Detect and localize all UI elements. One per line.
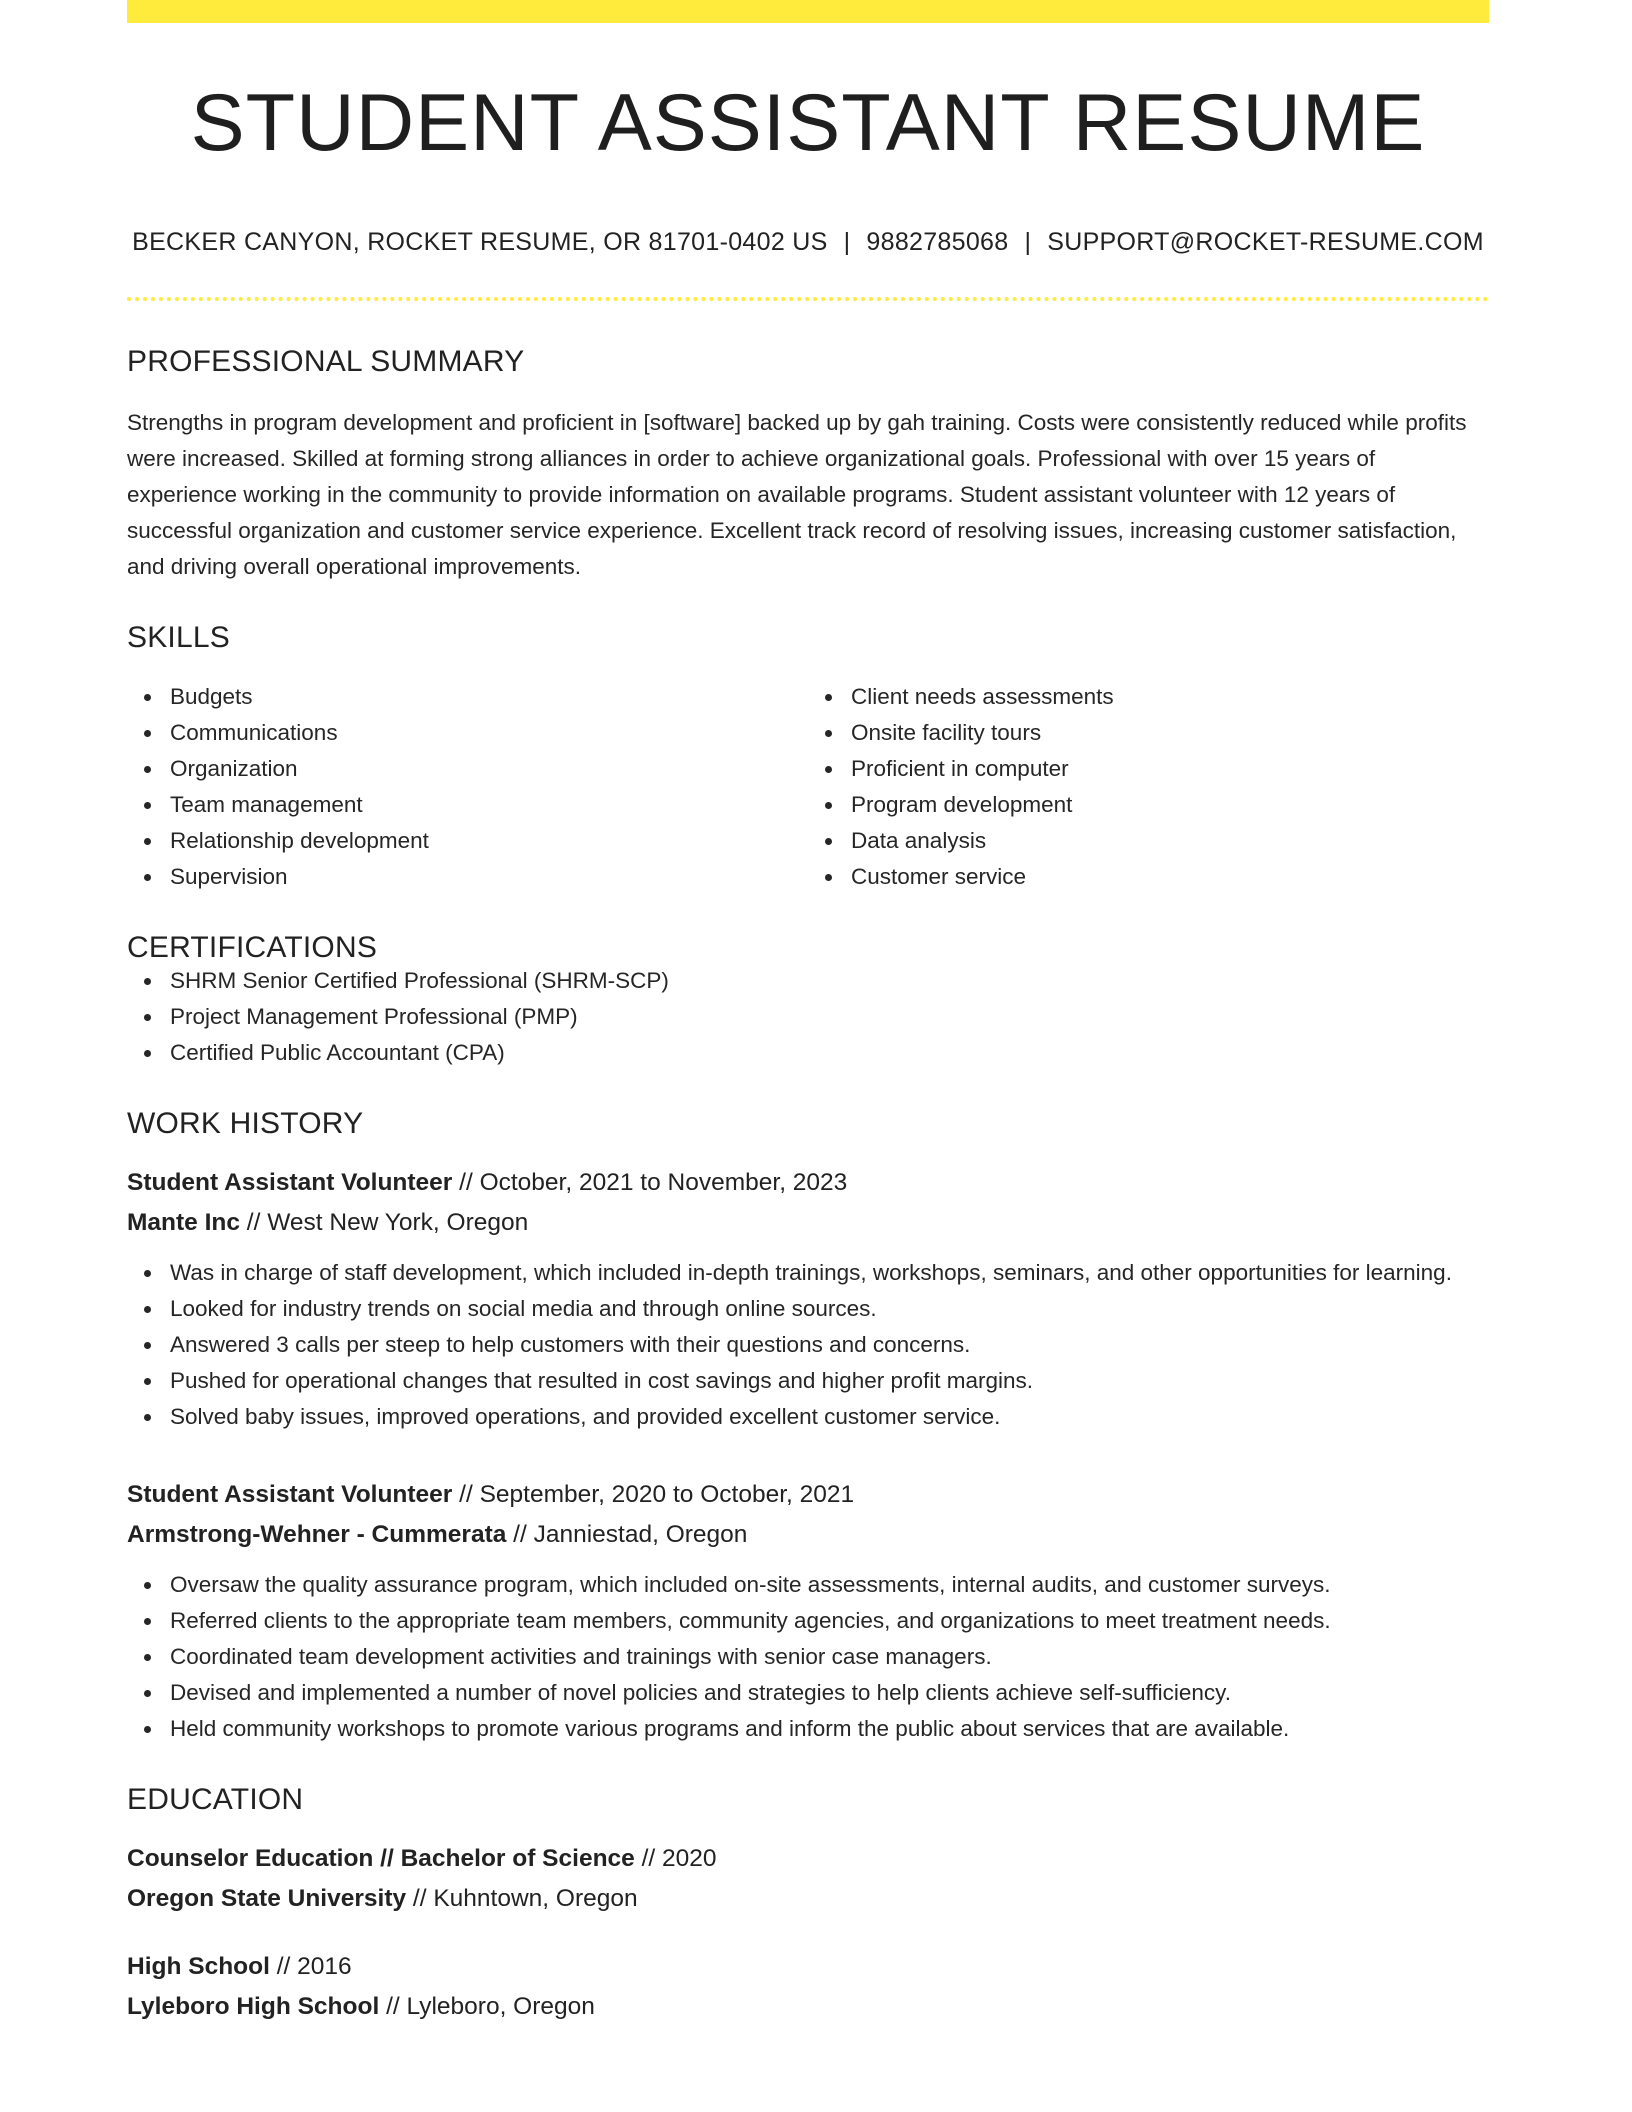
skill-item: Program development	[808, 787, 1489, 823]
job-duty: Held community workshops to promote various programs and inform the public about services that are available.	[127, 1711, 1489, 1747]
education-year: // 2020	[634, 1845, 717, 1872]
section-title-work-history: WORK HISTORY	[127, 1107, 364, 1140]
education-school: Oregon State University	[127, 1885, 407, 1912]
skill-item: Onsite facility tours	[808, 715, 1489, 751]
section-title-certifications: CERTIFICATIONS	[127, 931, 378, 964]
skill-item: Budgets	[127, 679, 808, 715]
job-duties-list	[127, 1567, 1489, 1747]
education-school-line	[127, 1987, 1489, 2027]
contact-phone[interactable]: 9882785068	[866, 228, 1009, 256]
job-location: // Janniestad, Oregon	[506, 1521, 748, 1548]
skill-item: Proficient in computer	[808, 751, 1489, 787]
job-company-line	[127, 1203, 1489, 1243]
education-location: // Lyleboro, Oregon	[379, 1993, 595, 2020]
job-company: Armstrong-Wehner - Cummerata	[127, 1521, 507, 1548]
education-degree: High School	[127, 1953, 270, 1980]
job-duty: Referred clients to the appropriate team members, community agencies, and organizations to meet treatment needs.	[127, 1603, 1489, 1639]
contact-line	[127, 230, 1489, 255]
skill-item: Client needs assessments	[808, 679, 1489, 715]
section-title-summary: PROFESSIONAL SUMMARY	[127, 345, 525, 378]
job-company: Mante Inc	[127, 1209, 240, 1236]
skill-item: Team management	[127, 787, 808, 823]
job-duty: Was in charge of staff development, which included in-depth trainings, workshops, seminars, and other opportunities for learning.	[127, 1255, 1489, 1291]
skills-columns	[127, 679, 1489, 895]
job-duties-list	[127, 1255, 1489, 1435]
skill-item: Customer service	[808, 859, 1489, 895]
job-duty: Oversaw the quality assurance program, which included on-site assessments, internal audits, and customer surveys.	[127, 1567, 1489, 1603]
education-entry	[127, 1839, 1489, 1919]
job-entry	[127, 1163, 1489, 1435]
summary-text: Strengths in program development and proficient in [software] backed up by gah training. Costs were consistently reduced while profits were increased. Skilled at forming strong alliances in order to achieve organizational goals. Professional with over 15 years of experience working in the community to provide information on available programs. Student assistant volunteer with 12 years of successful organization and customer service experience. Excellent track record of resolving issues, increasing customer satisfaction, and driving overall operational improvements.	[127, 410, 1467, 579]
job-duty: Answered 3 calls per steep to help customers with their questions and concerns.	[127, 1327, 1489, 1363]
skill-item: Organization	[127, 751, 808, 787]
skill-item: Relationship development	[127, 823, 808, 859]
contact-separator: |	[843, 228, 851, 256]
education-degree-line	[127, 1839, 1489, 1879]
job-location: // West New York, Oregon	[240, 1209, 529, 1236]
certification-item: Certified Public Accountant (CPA)	[127, 1035, 1489, 1071]
education-location: // Kuhntown, Oregon	[406, 1885, 638, 1912]
certification-item: SHRM Senior Certified Professional (SHRM-SCP)	[127, 963, 1489, 999]
certification-item: Project Management Professional (PMP)	[127, 999, 1489, 1035]
job-role-line	[127, 1475, 1489, 1515]
job-duty: Looked for industry trends on social media and through online sources.	[127, 1291, 1489, 1327]
resume-page	[127, 0, 1489, 2027]
skills-list-right	[808, 679, 1489, 895]
job-duty: Solved baby issues, improved operations, and provided excellent customer service.	[127, 1399, 1489, 1435]
job-duty: Coordinated team development activities and trainings with senior case managers.	[127, 1639, 1489, 1675]
skills-list-left	[127, 679, 808, 895]
job-duty: Pushed for operational changes that resulted in cost savings and higher profit margins.	[127, 1363, 1489, 1399]
job-role: Student Assistant Volunteer	[127, 1481, 453, 1508]
job-entry	[127, 1475, 1489, 1747]
education-school: Lyleboro High School	[127, 1993, 380, 2020]
job-dates: // October, 2021 to November, 2023	[452, 1169, 848, 1196]
job-duty: Devised and implemented a number of novel policies and strategies to help clients achieve self-sufficiency.	[127, 1675, 1489, 1711]
education-entry	[127, 1947, 1489, 2027]
job-role: Student Assistant Volunteer	[127, 1169, 453, 1196]
contact-separator: |	[1024, 228, 1032, 256]
education-school-line	[127, 1879, 1489, 1919]
skill-item: Communications	[127, 715, 808, 751]
skill-item: Data analysis	[808, 823, 1489, 859]
resume-title: STUDENT ASSISTANT RESUME	[190, 78, 1426, 168]
education-degree: Counselor Education // Bachelor of Science	[127, 1845, 635, 1872]
education-degree-line	[127, 1947, 1489, 1987]
education-year: // 2016	[269, 1953, 352, 1980]
job-role-line	[127, 1163, 1489, 1203]
certifications-list	[127, 963, 1489, 1071]
skill-item: Supervision	[127, 859, 808, 895]
section-title-skills: SKILLS	[127, 621, 230, 654]
job-company-line	[127, 1515, 1489, 1555]
contact-address: BECKER CANYON, ROCKET RESUME, OR 81701-0402 US	[132, 228, 828, 256]
section-title-education: EDUCATION	[127, 1783, 304, 1816]
accent-top-bar	[127, 0, 1489, 23]
contact-email[interactable]: SUPPORT@ROCKET-RESUME.COM	[1047, 228, 1484, 256]
dotted-divider	[127, 297, 1489, 301]
job-dates: // September, 2020 to October, 2021	[452, 1481, 855, 1508]
